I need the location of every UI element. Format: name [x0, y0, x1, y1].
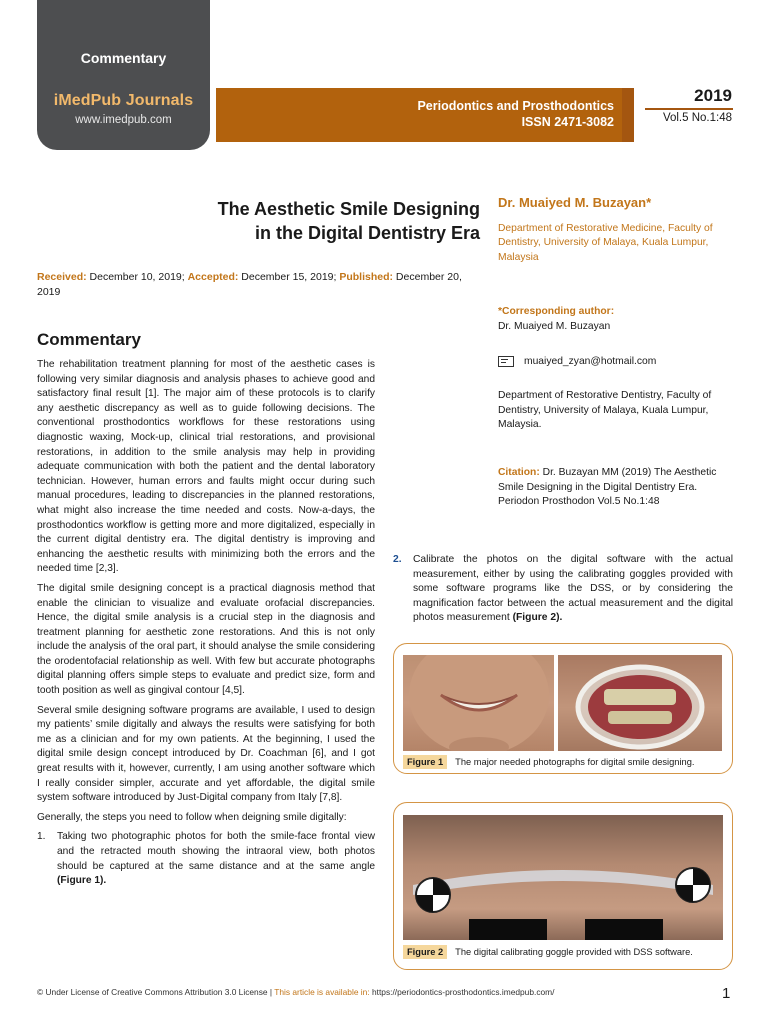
- figure-1-caption: [403, 755, 694, 769]
- banner-issn: ISSN 2471-3082: [521, 115, 614, 129]
- received-label: Received:: [37, 271, 87, 283]
- step-text: [57, 830, 375, 888]
- smile-face-photo: [403, 655, 554, 751]
- step-text: [413, 553, 733, 626]
- step-1: [37, 830, 375, 888]
- goggle-photo: [403, 815, 723, 940]
- calibration-target-right: [676, 868, 710, 902]
- step-2: [393, 553, 733, 626]
- corresponding-name: Dr. Muaiyed M. Buzayan: [498, 320, 611, 332]
- accepted-date: December 15, 2019;: [238, 271, 340, 283]
- banner-journal-title: Periodontics and Prosthodontics: [417, 99, 614, 113]
- figure-2-caption-text: The digital calibrating goggle provided with DSS software.: [455, 947, 693, 957]
- year-divider: [645, 108, 733, 110]
- issue-volume: Vol.5 No.1:48: [662, 112, 732, 124]
- paragraph: Generally, the steps you need to follow when deigning smile digitally:: [37, 811, 347, 823]
- figure-1-label: Figure 1: [403, 755, 447, 769]
- goggle-illustration: [403, 815, 723, 940]
- title-line-2: in the Digital Dentistry Era: [254, 223, 480, 243]
- citation-text: Dr. Buzayan MM (2019) The Aesthetic Smile Designing in the Digital Dentistry Era. Periodon Prosthodon Vol.5 No.1:48: [498, 467, 717, 508]
- paragraph: The digital smile designing concept is a practical diagnosis method that enable the clinician to visualize and evaluate orofacial discrepancies. Hence, the digital smile analysis is a crucial step in the diagnosis and treatment planning for aesthetic zone restorations. And this is not only include the analysis of the oral part, it should analyse the smile considering the orodentofacial relationship as well. With few but accurate photographs digital planning offers simple steps to evaluate and predict size, form and tooth position as well as gingival contour [4,5].: [37, 582, 375, 697]
- citation-label: Citation:: [498, 467, 540, 478]
- page-footer: [37, 987, 554, 997]
- step-number: 2.: [393, 554, 402, 565]
- journal-name: iMedPub Journals: [53, 92, 194, 109]
- intraoral-illustration: [558, 655, 722, 751]
- calibration-target-left: [416, 878, 450, 912]
- published-date: December 20, 2019: [37, 271, 462, 298]
- citation: [498, 466, 734, 510]
- title-line-1: The Aesthetic Smile Designing: [217, 199, 480, 219]
- figure-1: [393, 643, 733, 774]
- figure-2: [393, 802, 733, 970]
- author-affiliation: Department of Restorative Medicine, Faculty of Dentistry, University of Malaya, Kuala Lumpur, Malaysia: [498, 222, 713, 263]
- figure-2-ref[interactable]: (Figure 2).: [512, 612, 563, 624]
- journal-url[interactable]: www.imedpub.com: [75, 114, 172, 126]
- received-date: December 10, 2019;: [86, 271, 188, 283]
- published-label: Published:: [339, 271, 394, 283]
- corresponding-label: *Corresponding author:: [498, 306, 615, 318]
- article-url[interactable]: https://periodontics-prosthodontics.imedpub.com/: [369, 987, 555, 997]
- mail-icon: [498, 356, 514, 367]
- email-row[interactable]: [498, 356, 656, 367]
- paragraph: Several smile designing software programs are available, I used to design my patients’ smile digitally and always the results were satisfying for both me as a clinician and for my own patients. At the beginning, I used the digital smile design concept introduced by Dr. Coachman [6], and I got great results with it, however, currently, I am using another software which I really consider simpler, accurate and yet affordable, the digital smile system software introduced by Just-Digital company from Italy [7,8].: [37, 704, 375, 804]
- section-heading: Commentary: [37, 330, 141, 349]
- article-type: Commentary: [80, 50, 167, 66]
- retracted-mouth-photo: [558, 655, 722, 751]
- journal-banner: [216, 88, 634, 142]
- page-number: 1: [722, 985, 731, 1002]
- figure-2-caption: [403, 945, 693, 959]
- author-sidebar: [498, 196, 734, 335]
- issue-year: 2019: [694, 86, 732, 105]
- author-name: Dr. Muaiyed M. Buzayan*: [498, 195, 652, 210]
- author-department: Department of Restorative Dentistry, Faculty of Dentistry, University of Malaya, Kuala Lumpur, Malaysia.: [498, 390, 712, 431]
- figure-1-caption-text: The major needed photographs for digital smile designing.: [455, 757, 695, 767]
- paragraph: The rehabilitation treatment planning for most of the aesthetic cases is following very similar diagnosis and analysis phases to achieve good and satisfactory final result [1]. The major aim of these protocols is to clarify any aesthetic discrepancy as well as to guide following decisions. The conventional prosthodontics workflows for these restorations using diagnostic waxing, Mock-up, clinical trial restorations, and provisional restorations, in addition to the smile analysis may help in providing adequate communication with both the patient and the dental laboratory technician. However, human errors and faults might occur during such manual procedures, leading to discrepancies in the planned restorations, what might also increase the time needed and costs. Now-a-days, the prosthodontics workflow is getting more and more digitalized, especially in the current digital dentistry era. The digital dentistry is improving and enhancing the aesthetic results with minimizing both the errors and the needed time [2,3].: [37, 359, 375, 575]
- step-2-text: Calibrate the photos on the digital software with the actual measurement, either by using the calibrating goggles provided with some software programs like the DSS, or by considering the magnification factor between the actual measurement and the digital photos measurement: [413, 554, 733, 624]
- article-dates: [37, 270, 482, 300]
- body-column: [37, 358, 375, 889]
- figure-2-label: Figure 2: [403, 945, 447, 959]
- author-email[interactable]: muaiyed_zyan@hotmail.com: [524, 356, 657, 367]
- smile-face-illustration: [403, 655, 554, 751]
- step-1-text: Taking two photographic photos for both the smile-face frontal view and the retracted mouth showing the intraoral view, both photos should be captured at the same distance and at the same angle: [57, 831, 375, 872]
- availability-label: This article is available in:: [274, 987, 370, 997]
- journal-tab: [37, 0, 210, 150]
- accepted-label: Accepted:: [187, 271, 239, 283]
- step-number: 1.: [37, 831, 46, 843]
- figure-1-ref[interactable]: (Figure 1).: [57, 875, 107, 887]
- article-title: [160, 197, 480, 245]
- license-text: © Under License of Creative Commons Attribution 3.0 License |: [37, 987, 275, 997]
- banner-edge: [622, 88, 634, 142]
